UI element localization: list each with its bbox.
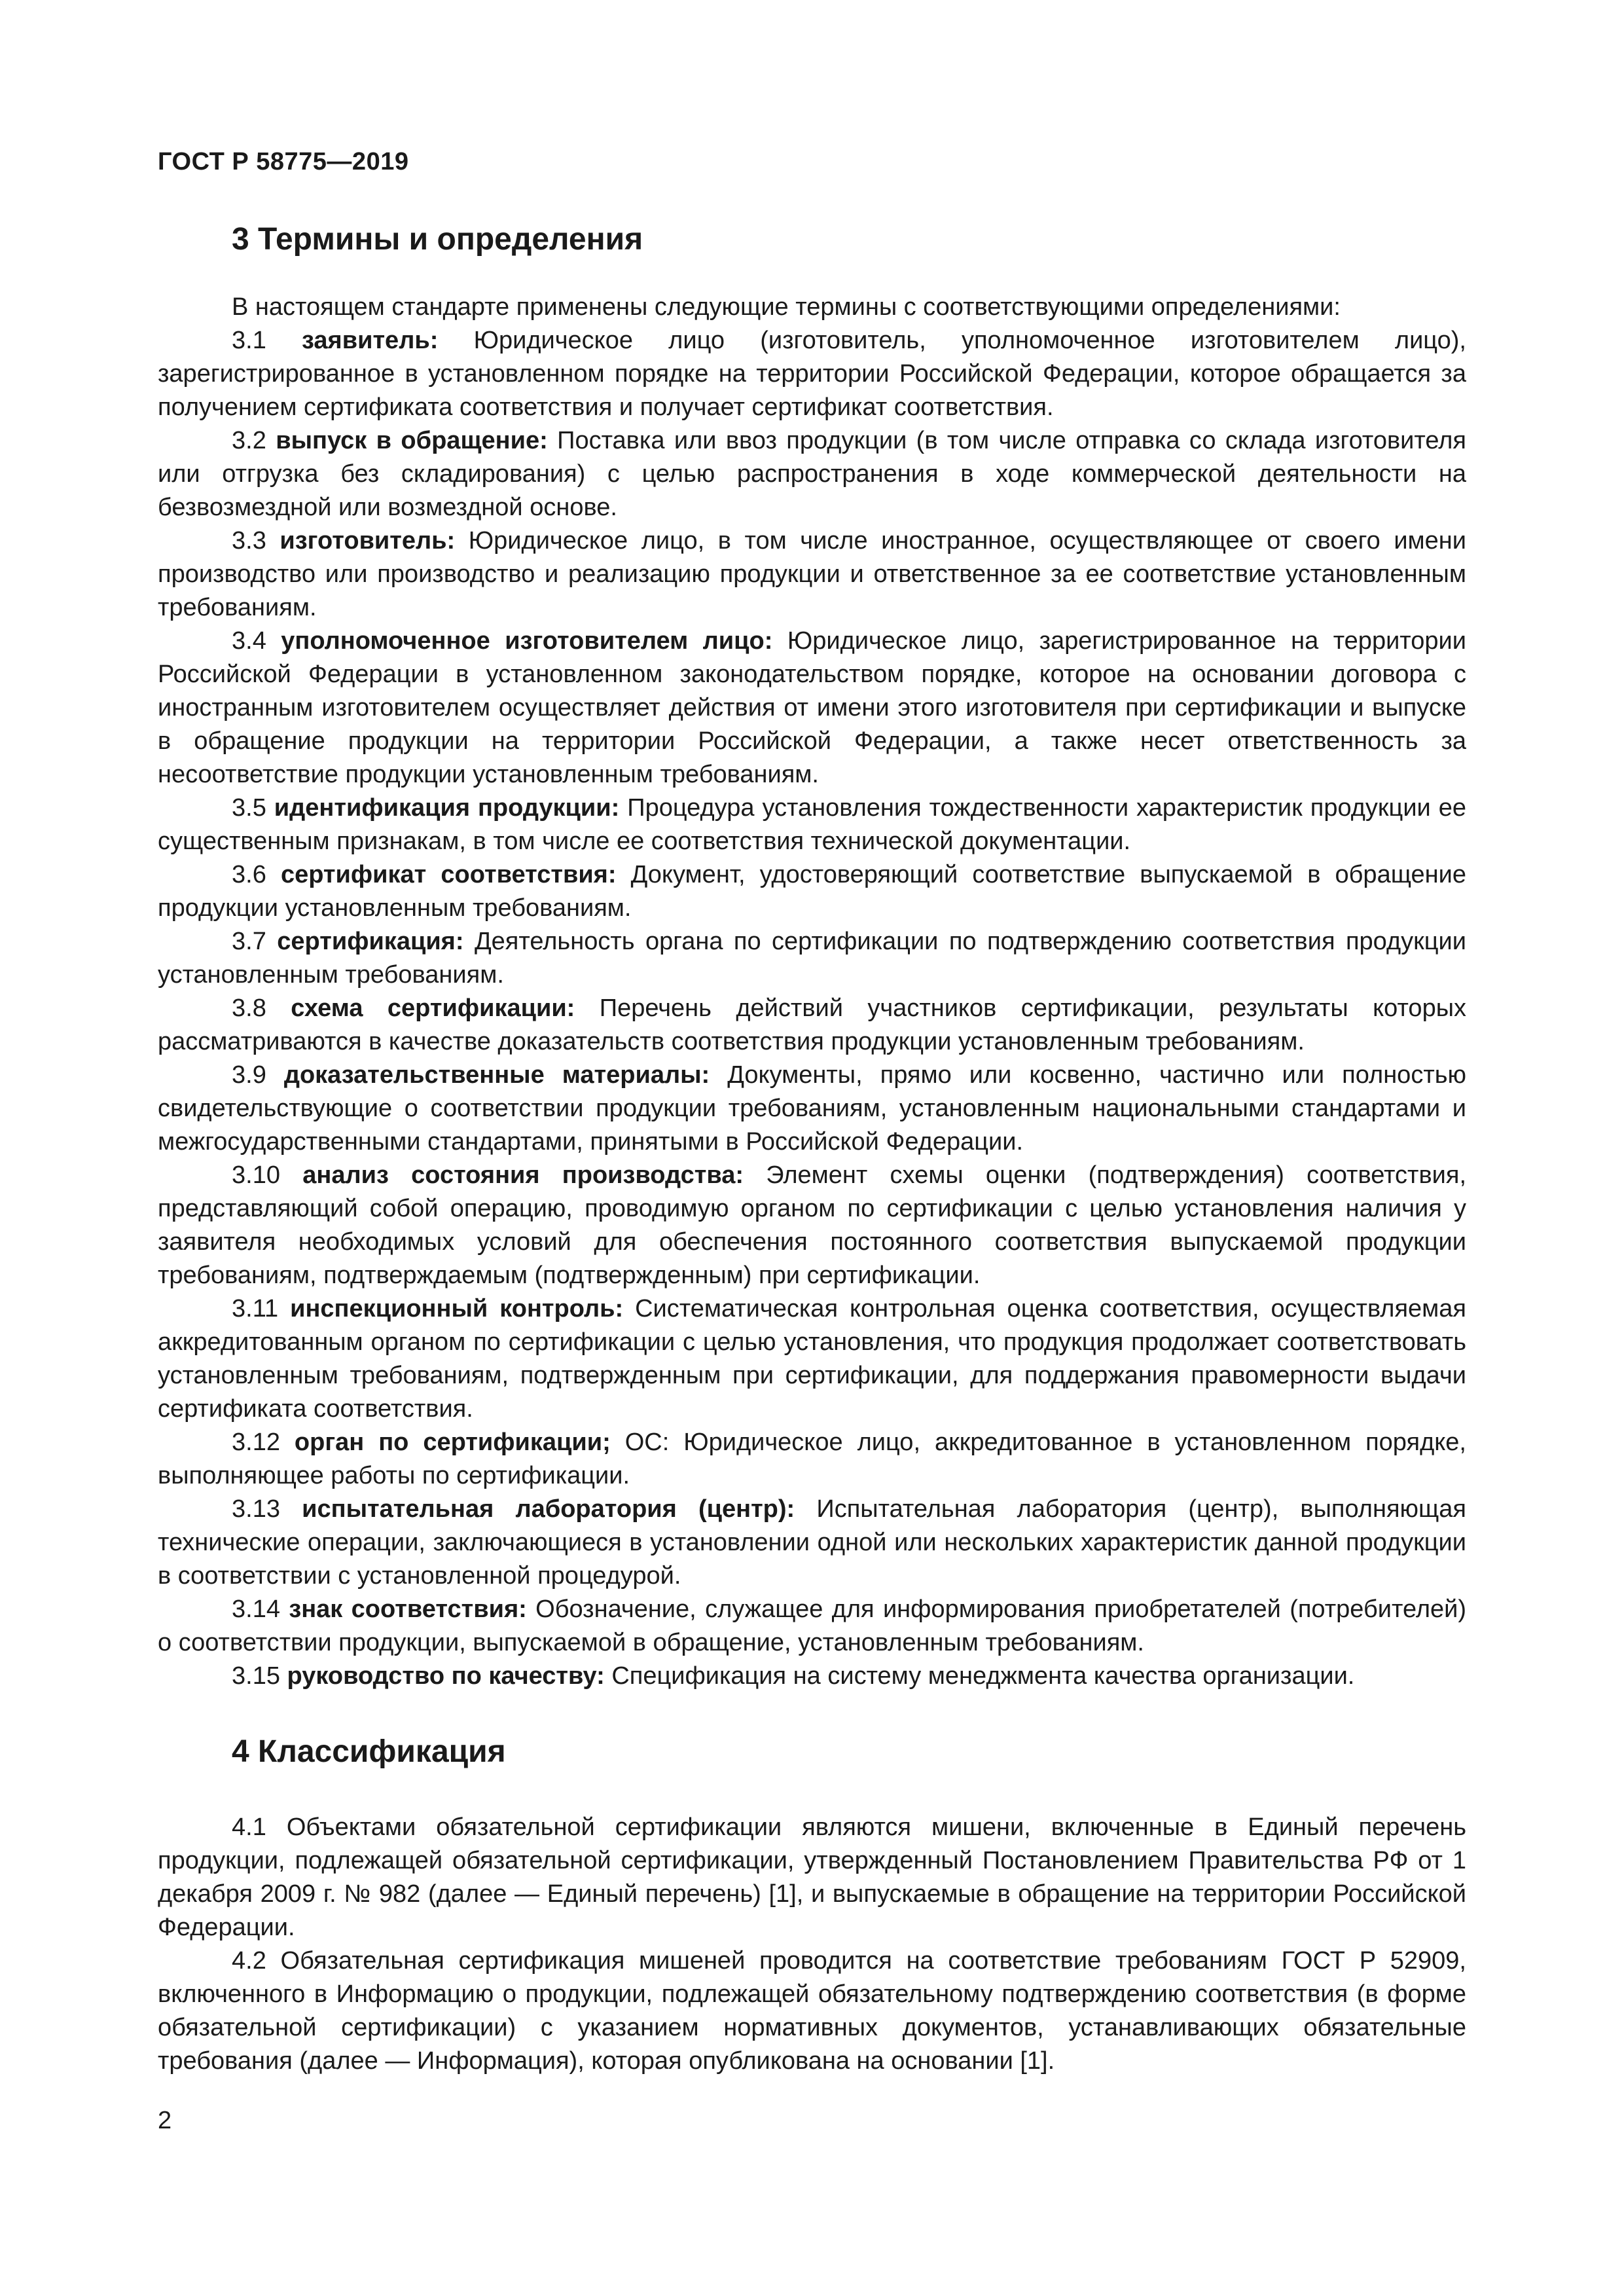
term-3-12 [158,1426,1466,1493]
term-3-2 [158,424,1466,524]
term-definition: Юридическое лицо (изготовитель, уполномоченное изготовителем лицо), зарегистрированное в установленном порядке на территории Российской Федерации, которое обращается за получением сертификата соответствия и получает сертификат соответствия. [158,327,1466,421]
term-3-14 [158,1593,1466,1660]
term-number: 3.8 [232,994,266,1022]
term-number: 3.12 [232,1429,280,1456]
term-definition: Обозначение, служащее для информирования приобретателей (потребителей) о соответствии продукции, выпускаемой в обращение, установленным требованиям. [158,1595,1467,1656]
term-name: анализ состояния производства: [302,1161,744,1189]
term-number: 3.10 [232,1161,280,1189]
term-definition: Документы, прямо или косвенно, частично или полностью свидетельствующие о соответствии продукции требованиям, установленным национальными стандартами и межгосударственными стандартами, принятыми в Российской Федерации. [158,1061,1467,1156]
term-name: сертификат соответствия: [280,861,617,888]
section-4-title: 4 Классификация [232,1734,506,1769]
term-3-3 [158,524,1466,625]
term-3-1 [158,324,1466,424]
term-number: 3.5 [232,794,266,822]
term-definition: Юридическое лицо, зарегистрированное на территории Российской Федерации в установленном законодательством порядке, которое на основании договора с иностранным изготовителем осуществляет действия от имени этого изготовителя при сертификации и выпуске в обращение продукции на территории Российской Федерации, а также несет ответственность за несоответствие продукции установленным требованиям. [158,627,1466,788]
term-name: схема сертификации: [291,994,575,1022]
term-name: сертификация: [277,928,464,955]
term-name: доказательственные материалы: [283,1061,710,1089]
term-number: 3.2 [232,427,266,454]
term-number: 3.14 [232,1595,280,1623]
term-number: 3.13 [232,1495,280,1523]
term-number: 3.4 [232,627,266,655]
section-3-title: 3 Термины и определения [232,222,643,257]
term-number: 3.7 [232,928,266,955]
term-name: идентификация продукции: [274,794,620,822]
term-definition: Испытательная лаборатория (центр), выполняющая технические операции, заключающиеся в установлении одной или нескольких характеристик данной продукции в соответствии с установленной процедурой. [158,1495,1467,1590]
term-definition: Элемент схемы оценки (подтверждения) соответствия, представляющий собой операцию, проводимую органом по сертификации с целью установления наличия у заявителя необходимых условий для обеспечения постоянного соответствия выпускаемой продукции требованиям, подтверждаемым (подтвержденным) при сертификации. [158,1161,1467,1289]
term-definition: Деятельность органа по сертификации по подтверждению соответствия продукции установленным требованиям. [158,928,1466,989]
term-name: заявитель: [302,327,439,354]
term-name: руководство по качеству: [287,1662,605,1690]
term-name: знак соответствия: [289,1595,527,1623]
term-number: 3.6 [232,861,266,888]
term-definition: Документ, удостоверяющий соответствие выпускаемой в обращение продукции установленным требованиям. [158,861,1467,922]
term-definition: Юридическое лицо, в том числе иностранное, осуществляющее от своего имени производство или производство и реализацию продукции и ответственное за ее соответствие установленным требованиям. [158,527,1467,621]
term-name: испытательная лаборатория (центр): [302,1495,795,1523]
term-3-15 [158,1660,1466,1693]
paragraph-4-1: 4.1 Объектами обязательной сертификации являются мишени, включенные в Единый перечень продукции, подлежащей обязательной сертификации, утвержденный Постановлением Правительства РФ от 1 декабря 2009 г. № 982 (далее — Единый перечень) [1], и выпускаемые в обращение на территории Российской Федерации. [158,1813,1466,1941]
term-definition: Процедура установления тождественности характеристик продукции ее существенным признакам, в том числе ее соответствия технической документации. [158,794,1466,855]
document-code: ГОСТ Р 58775—2019 [158,148,409,175]
term-3-11 [158,1292,1466,1426]
term-definition: ОС: Юридическое лицо, аккредитованное в установленном порядке, выполняющее работы по сертификации. [158,1429,1466,1489]
term-name: выпуск в обращение: [276,427,548,454]
term-3-13 [158,1493,1466,1593]
term-number: 3.3 [232,527,266,555]
term-number: 3.9 [232,1061,266,1089]
term-name: изготовитель: [280,527,456,555]
term-definition: Перечень действий участников сертификации, результаты которых рассматриваются в качестве доказательств соответствия продукции установленным требованиям. [158,994,1467,1055]
term-3-8 [158,992,1466,1059]
page-content [158,220,1466,2078]
term-definition: Поставка или ввоз продукции (в том числе отправка со склада изготовителя или отгрузка без складирования) с целью распространения в ходе коммерческой деятельности на безвозмездной или возмездной основе. [158,427,1466,521]
section-3 [158,220,1466,1693]
section-3-intro: В настоящем стандарте применены следующие термины с соответствующими определениями: [232,293,1341,321]
term-name: орган по сертификации; [294,1429,611,1456]
term-3-5 [158,792,1466,858]
term-name: уполномоченное изготовителем лицо: [281,627,773,655]
term-3-4 [158,625,1466,792]
section-4 [158,1732,1466,2078]
term-3-6 [158,858,1466,925]
page-number: 2 [158,2107,172,2134]
term-3-9 [158,1059,1466,1159]
term-3-10 [158,1159,1466,1292]
term-number: 3.1 [232,327,266,354]
paragraph-4-2: 4.2 Обязательная сертификация мишеней проводится на соответствие требованиям ГОСТ Р 52909, включенного в Информацию о продукции, подлежащей обязательному подтверждению соответствия (в форме обязательной сертификации) с указанием нормативных документов, устанавливающих обязательные требования (далее — Информация), которая опубликована на основании [1]. [158,1947,1466,2075]
term-definition: Спецификация на систему менеджмента качества организации. [611,1662,1355,1690]
term-number: 3.15 [232,1662,280,1690]
term-number: 3.11 [232,1295,279,1322]
term-3-7 [158,925,1466,992]
term-definition: Систематическая контрольная оценка соответствия, осуществляемая аккредитованным органом по сертификации с целью установления, что продукция продолжает соответствовать установленным требованиям, подтвержденным при сертификации, для поддержания правомерности выдачи сертификата соответствия. [158,1295,1466,1423]
term-name: инспекционный контроль: [290,1295,624,1322]
